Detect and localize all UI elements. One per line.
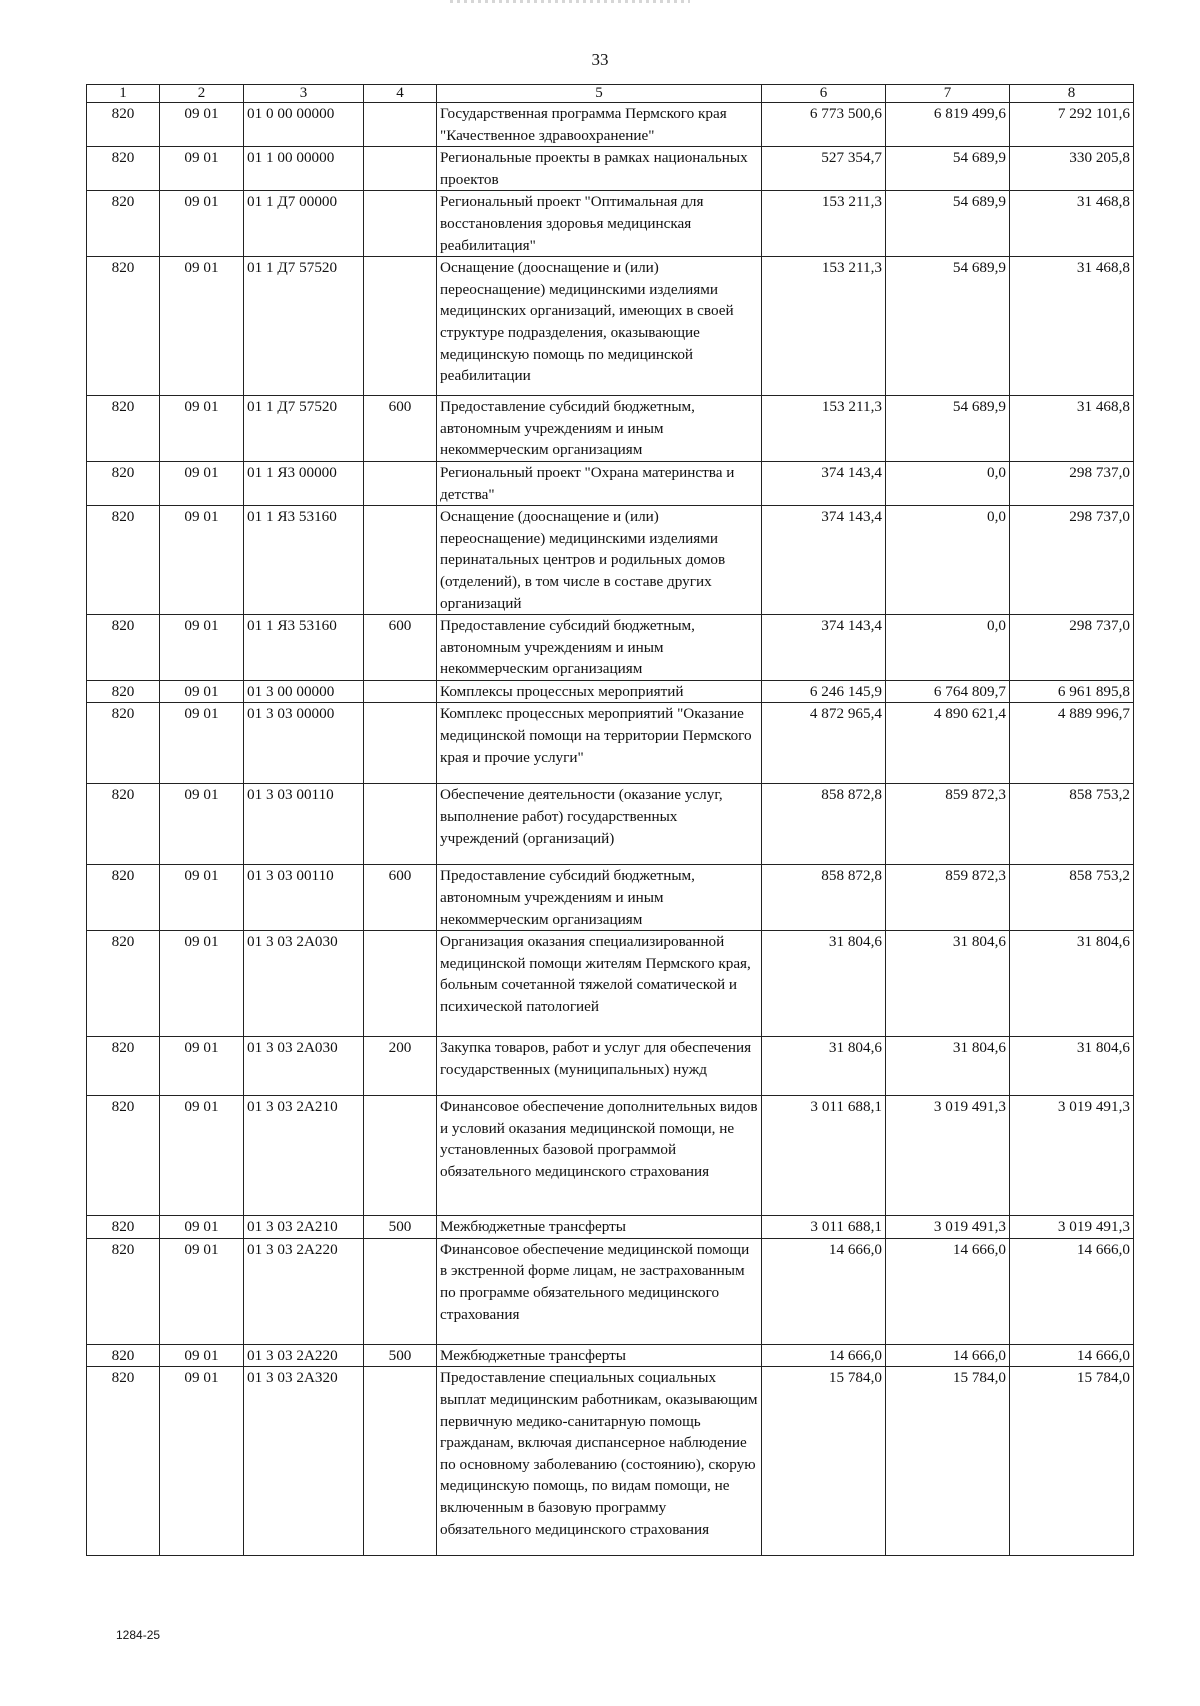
row-amount-col8: 858 753,2: [1010, 784, 1134, 865]
row-amount-col8: 298 737,0: [1010, 506, 1134, 615]
row-description: Предоставление субсидий бюджетным, автономным учреждениям и иным некоммерческим организациям: [437, 865, 762, 931]
row-amount-col7: 859 872,3: [886, 865, 1010, 931]
row-target-article: 01 3 00 00000: [244, 680, 364, 703]
row-amount-col6: 153 211,3: [762, 257, 886, 396]
row-target-article: 01 3 03 2А210: [244, 1096, 364, 1216]
row-target-article: 01 3 03 00000: [244, 703, 364, 784]
row-amount-col6: 374 143,4: [762, 615, 886, 681]
row-section-code: 09 01: [160, 1367, 244, 1556]
row-section-code: 09 01: [160, 1216, 244, 1239]
row-ministry-code: 820: [87, 680, 160, 703]
row-ministry-code: 820: [87, 865, 160, 931]
row-amount-col8: 298 737,0: [1010, 615, 1134, 681]
row-expense-type: [364, 147, 437, 191]
row-amount-col7: 859 872,3: [886, 784, 1010, 865]
row-ministry-code: 820: [87, 396, 160, 462]
row-section-code: 09 01: [160, 680, 244, 703]
row-ministry-code: 820: [87, 461, 160, 505]
row-amount-col6: 14 666,0: [762, 1238, 886, 1344]
table-row: [87, 931, 1134, 1037]
row-amount-col8: 31 468,8: [1010, 191, 1134, 257]
row-amount-col6: 153 211,3: [762, 191, 886, 257]
row-section-code: 09 01: [160, 1037, 244, 1096]
table-row: [87, 1096, 1134, 1216]
row-ministry-code: 820: [87, 1238, 160, 1344]
table-row: [87, 257, 1134, 396]
table-row: [87, 680, 1134, 703]
row-description: Комплекс процессных мероприятий "Оказание медицинской помощи на территории Пермского края и прочие услуги": [437, 703, 762, 784]
row-description: Государственная программа Пермского края "Качественное здравоохранение": [437, 103, 762, 147]
row-expense-type: [364, 257, 437, 396]
header-col-5: 5: [437, 85, 762, 103]
row-target-article: 01 3 03 2А210: [244, 1216, 364, 1239]
row-amount-col8: 3 019 491,3: [1010, 1216, 1134, 1239]
row-amount-col8: 3 019 491,3: [1010, 1096, 1134, 1216]
row-amount-col8: 14 666,0: [1010, 1238, 1134, 1344]
row-ministry-code: 820: [87, 191, 160, 257]
row-amount-col7: 54 689,9: [886, 396, 1010, 462]
header-col-6: 6: [762, 85, 886, 103]
row-ministry-code: 820: [87, 1037, 160, 1096]
table-row: [87, 506, 1134, 615]
row-description: Финансовое обеспечение дополнительных видов и условий оказания медицинской помощи, не установленных базовой программой обязательного медицинского страхования: [437, 1096, 762, 1216]
row-expense-type: 500: [364, 1216, 437, 1239]
row-ministry-code: 820: [87, 257, 160, 396]
row-amount-col7: 15 784,0: [886, 1367, 1010, 1556]
row-amount-col7: 54 689,9: [886, 147, 1010, 191]
row-ministry-code: 820: [87, 1367, 160, 1556]
header-col-2: 2: [160, 85, 244, 103]
header-col-7: 7: [886, 85, 1010, 103]
row-amount-col8: 6 961 895,8: [1010, 680, 1134, 703]
row-amount-col8: 31 468,8: [1010, 396, 1134, 462]
row-target-article: 01 3 03 2А320: [244, 1367, 364, 1556]
row-amount-col6: 15 784,0: [762, 1367, 886, 1556]
row-description: Закупка товаров, работ и услуг для обеспечения государственных (муниципальных) нужд: [437, 1037, 762, 1096]
row-expense-type: [364, 1367, 437, 1556]
row-expense-type: 600: [364, 865, 437, 931]
row-amount-col8: 4 889 996,7: [1010, 703, 1134, 784]
row-amount-col6: 3 011 688,1: [762, 1216, 886, 1239]
row-description: Обеспечение деятельности (оказание услуг, выполнение работ) государственных учреждений (организаций): [437, 784, 762, 865]
table-row: [87, 784, 1134, 865]
row-section-code: 09 01: [160, 931, 244, 1037]
row-section-code: 09 01: [160, 865, 244, 931]
row-description: Финансовое обеспечение медицинской помощи в экстренной форме лицам, не застрахованным по программе обязательного медицинского страхования: [437, 1238, 762, 1344]
row-amount-col6: 14 666,0: [762, 1344, 886, 1367]
row-ministry-code: 820: [87, 103, 160, 147]
row-ministry-code: 820: [87, 1344, 160, 1367]
header-col-1: 1: [87, 85, 160, 103]
scan-artifact: [450, 0, 690, 3]
row-description: Оснащение (дооснащение и (или) переоснащение) медицинскими изделиями перинатальных центров и родильных домов (отделений), в том числе в составе других организаций: [437, 506, 762, 615]
header-col-3: 3: [244, 85, 364, 103]
row-description: Региональный проект "Охрана материнства и детства": [437, 461, 762, 505]
row-section-code: 09 01: [160, 461, 244, 505]
row-expense-type: [364, 703, 437, 784]
row-expense-type: 500: [364, 1344, 437, 1367]
row-ministry-code: 820: [87, 1216, 160, 1239]
row-amount-col7: 3 019 491,3: [886, 1096, 1010, 1216]
header-row: [87, 85, 1134, 103]
row-ministry-code: 820: [87, 615, 160, 681]
row-amount-col6: 31 804,6: [762, 931, 886, 1037]
header-col-4: 4: [364, 85, 437, 103]
table-row: [87, 1216, 1134, 1239]
row-target-article: 01 3 03 2А030: [244, 1037, 364, 1096]
row-expense-type: 600: [364, 396, 437, 462]
row-ministry-code: 820: [87, 506, 160, 615]
table-row: [87, 615, 1134, 681]
row-section-code: 09 01: [160, 191, 244, 257]
table-row: [87, 1037, 1134, 1096]
table-row: [87, 103, 1134, 147]
row-target-article: 01 0 00 00000: [244, 103, 364, 147]
row-section-code: 09 01: [160, 506, 244, 615]
row-amount-col7: 31 804,6: [886, 931, 1010, 1037]
row-expense-type: [364, 1238, 437, 1344]
row-section-code: 09 01: [160, 1238, 244, 1344]
row-amount-col7: 0,0: [886, 506, 1010, 615]
row-amount-col8: 298 737,0: [1010, 461, 1134, 505]
row-amount-col7: 54 689,9: [886, 257, 1010, 396]
row-target-article: 01 3 03 2А220: [244, 1344, 364, 1367]
row-amount-col7: 6 819 499,6: [886, 103, 1010, 147]
row-amount-col8: 31 804,6: [1010, 931, 1134, 1037]
row-amount-col7: 6 764 809,7: [886, 680, 1010, 703]
row-target-article: 01 3 03 2А220: [244, 1238, 364, 1344]
row-section-code: 09 01: [160, 396, 244, 462]
row-description: Региональные проекты в рамках национальных проектов: [437, 147, 762, 191]
row-ministry-code: 820: [87, 784, 160, 865]
row-amount-col8: 31 468,8: [1010, 257, 1134, 396]
row-expense-type: [364, 1096, 437, 1216]
row-ministry-code: 820: [87, 931, 160, 1037]
row-target-article: 01 1 00 00000: [244, 147, 364, 191]
row-amount-col6: 3 011 688,1: [762, 1096, 886, 1216]
row-section-code: 09 01: [160, 147, 244, 191]
row-amount-col6: 374 143,4: [762, 506, 886, 615]
row-amount-col6: 527 354,7: [762, 147, 886, 191]
row-amount-col7: 4 890 621,4: [886, 703, 1010, 784]
document-code: 1284-25: [116, 1628, 161, 1642]
row-target-article: 01 1 Я3 53160: [244, 506, 364, 615]
row-amount-col6: 6 246 145,9: [762, 680, 886, 703]
header-col-8: 8: [1010, 85, 1134, 103]
row-amount-col7: 3 019 491,3: [886, 1216, 1010, 1239]
row-description: Предоставление субсидий бюджетным, автономным учреждениям и иным некоммерческим организациям: [437, 615, 762, 681]
row-description: Межбюджетные трансферты: [437, 1344, 762, 1367]
row-amount-col7: 54 689,9: [886, 191, 1010, 257]
row-target-article: 01 1 Я3 53160: [244, 615, 364, 681]
row-expense-type: [364, 103, 437, 147]
row-section-code: 09 01: [160, 703, 244, 784]
budget-table: [86, 84, 1134, 1556]
row-amount-col8: 14 666,0: [1010, 1344, 1134, 1367]
table-row: [87, 1367, 1134, 1556]
row-expense-type: [364, 506, 437, 615]
row-expense-type: [364, 461, 437, 505]
row-ministry-code: 820: [87, 703, 160, 784]
row-target-article: 01 3 03 2А030: [244, 931, 364, 1037]
table-row: [87, 1238, 1134, 1344]
row-section-code: 09 01: [160, 257, 244, 396]
row-section-code: 09 01: [160, 1096, 244, 1216]
row-expense-type: [364, 680, 437, 703]
row-target-article: 01 1 Д7 57520: [244, 396, 364, 462]
row-target-article: 01 3 03 00110: [244, 784, 364, 865]
row-amount-col6: 31 804,6: [762, 1037, 886, 1096]
row-expense-type: 600: [364, 615, 437, 681]
row-target-article: 01 1 Д7 57520: [244, 257, 364, 396]
row-amount-col6: 153 211,3: [762, 396, 886, 462]
row-amount-col7: 0,0: [886, 615, 1010, 681]
table-row: [87, 147, 1134, 191]
row-ministry-code: 820: [87, 147, 160, 191]
row-amount-col7: 0,0: [886, 461, 1010, 505]
row-amount-col8: 858 753,2: [1010, 865, 1134, 931]
table-row: [87, 396, 1134, 462]
row-amount-col7: 14 666,0: [886, 1344, 1010, 1367]
row-description: Предоставление субсидий бюджетным, автономным учреждениям и иным некоммерческим организациям: [437, 396, 762, 462]
table-row: [87, 191, 1134, 257]
row-amount-col6: 6 773 500,6: [762, 103, 886, 147]
row-target-article: 01 1 Д7 00000: [244, 191, 364, 257]
row-description: Предоставление специальных социальных выплат медицинским работникам, оказывающим первичную медико-санитарную помощь гражданам, включая диспансерное наблюдение по основному заболеванию (состоянию), скорую медицинскую помощь, по видам помощи, не включенным в базовую программу обязательного медицинского страхования: [437, 1367, 762, 1556]
row-amount-col6: 374 143,4: [762, 461, 886, 505]
row-target-article: 01 3 03 00110: [244, 865, 364, 931]
table-row: [87, 461, 1134, 505]
row-description: Межбюджетные трансферты: [437, 1216, 762, 1239]
page-number: 33: [591, 50, 609, 69]
row-expense-type: [364, 191, 437, 257]
row-amount-col8: 7 292 101,6: [1010, 103, 1134, 147]
row-description: Оснащение (дооснащение и (или) переоснащение) медицинскими изделиями медицинских организаций, имеющих в своей структуре подразделения, оказывающие медицинскую помощь по медицинской реабилитации: [437, 257, 762, 396]
row-description: Организация оказания специализированной медицинской помощи жителям Пермского края, больным сочетанной тяжелой соматической и психической патологией: [437, 931, 762, 1037]
row-amount-col7: 31 804,6: [886, 1037, 1010, 1096]
row-amount-col6: 858 872,8: [762, 784, 886, 865]
row-description: Комплексы процессных мероприятий: [437, 680, 762, 703]
table-row: [87, 865, 1134, 931]
row-amount-col8: 330 205,8: [1010, 147, 1134, 191]
row-amount-col8: 31 804,6: [1010, 1037, 1134, 1096]
row-amount-col7: 14 666,0: [886, 1238, 1010, 1344]
row-expense-type: [364, 784, 437, 865]
row-ministry-code: 820: [87, 1096, 160, 1216]
row-amount-col6: 4 872 965,4: [762, 703, 886, 784]
row-description: Региональный проект "Оптимальная для восстановления здоровья медицинская реабилитация": [437, 191, 762, 257]
row-section-code: 09 01: [160, 615, 244, 681]
row-expense-type: [364, 931, 437, 1037]
row-section-code: 09 01: [160, 1344, 244, 1367]
row-target-article: 01 1 Я3 00000: [244, 461, 364, 505]
row-section-code: 09 01: [160, 784, 244, 865]
row-amount-col6: 858 872,8: [762, 865, 886, 931]
table-row: [87, 1344, 1134, 1367]
table-row: [87, 703, 1134, 784]
row-section-code: 09 01: [160, 103, 244, 147]
row-expense-type: 200: [364, 1037, 437, 1096]
row-amount-col8: 15 784,0: [1010, 1367, 1134, 1556]
